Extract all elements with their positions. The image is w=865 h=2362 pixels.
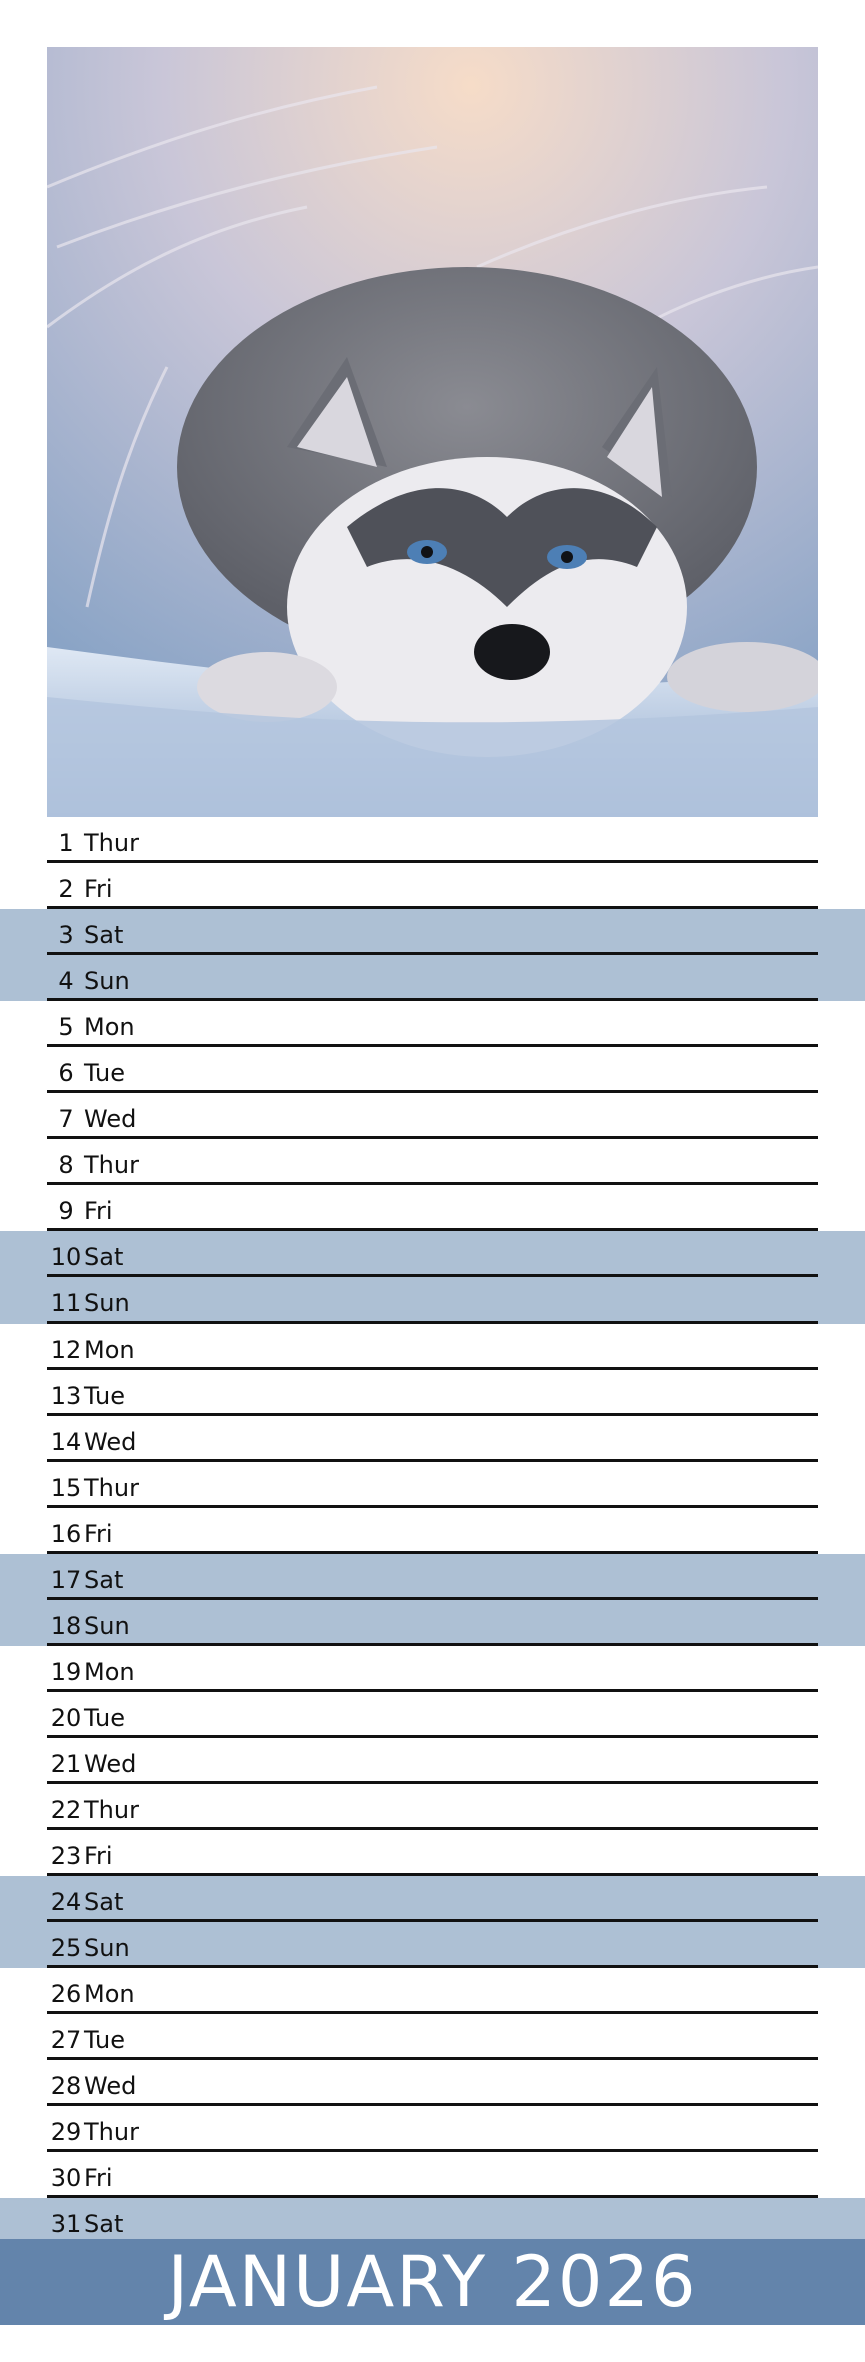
day-number: 26 xyxy=(50,1980,82,2009)
day-row xyxy=(0,2014,818,2060)
day-row xyxy=(0,1185,818,1231)
day-name: Mon xyxy=(84,1980,135,2009)
day-name: Sun xyxy=(84,1289,130,1318)
day-row xyxy=(0,1047,818,1093)
day-name: Wed xyxy=(84,1749,137,1778)
husky-photo xyxy=(47,47,818,817)
day-row xyxy=(0,1508,818,1554)
day-name: Tue xyxy=(84,1381,125,1410)
day-name: Mon xyxy=(84,1013,135,1042)
day-row xyxy=(0,1646,818,1692)
husky-in-snow-image xyxy=(47,47,818,817)
day-number: 2 xyxy=(58,875,74,904)
day-row xyxy=(0,1692,818,1738)
day-name: Tue xyxy=(84,1703,125,1732)
day-number: 30 xyxy=(50,2164,82,2193)
day-name: Thur xyxy=(84,1151,139,1180)
day-number: 17 xyxy=(50,1565,82,1594)
day-name: Thur xyxy=(84,2118,139,2147)
day-number: 23 xyxy=(50,1842,82,1871)
day-row xyxy=(0,1277,865,1323)
day-number: 7 xyxy=(58,1105,74,1134)
day-row xyxy=(0,909,865,955)
day-row xyxy=(0,817,818,863)
day-number: 29 xyxy=(50,2118,82,2147)
day-name: Wed xyxy=(84,2072,137,2101)
day-number: 3 xyxy=(58,921,74,950)
day-name: Fri xyxy=(84,1197,113,1226)
day-row xyxy=(0,1370,818,1416)
day-number: 12 xyxy=(50,1335,82,1364)
day-number: 25 xyxy=(50,1934,82,1963)
day-row xyxy=(0,2060,818,2106)
day-name: Tue xyxy=(84,1059,125,1088)
day-number: 22 xyxy=(50,1795,82,1824)
day-number: 9 xyxy=(58,1197,74,1226)
day-row xyxy=(0,1600,865,1646)
day-name: Sat xyxy=(84,1565,124,1594)
day-list xyxy=(0,817,865,2244)
day-name: Tue xyxy=(84,2026,125,2055)
day-name: Thur xyxy=(84,1795,139,1824)
day-number: 10 xyxy=(50,1243,82,1272)
day-row xyxy=(0,1922,865,1968)
day-name: Sun xyxy=(84,967,130,996)
day-number: 5 xyxy=(58,1013,74,1042)
day-name: Sat xyxy=(84,1243,124,1272)
day-row xyxy=(0,1001,818,1047)
day-number: 18 xyxy=(50,1611,82,1640)
day-row xyxy=(0,1139,818,1185)
day-number: 16 xyxy=(50,1519,82,1548)
day-name: Wed xyxy=(84,1105,137,1134)
day-row xyxy=(0,1231,865,1277)
day-row xyxy=(0,955,865,1001)
day-row xyxy=(0,1416,818,1462)
day-name: Sun xyxy=(84,1934,130,1963)
day-name: Fri xyxy=(84,1519,113,1548)
day-row xyxy=(0,1324,818,1370)
day-name: Sat xyxy=(84,1888,124,1917)
month-title: JANUARY 2026 xyxy=(167,2241,698,2323)
day-number: 14 xyxy=(50,1427,82,1456)
day-number: 8 xyxy=(58,1151,74,1180)
day-number: 31 xyxy=(50,2210,82,2239)
day-name: Thur xyxy=(84,1473,139,1502)
day-number: 11 xyxy=(50,1289,82,1318)
day-row xyxy=(0,1784,818,1830)
day-name: Sun xyxy=(84,1611,130,1640)
day-number: 19 xyxy=(50,1657,82,1686)
day-name: Fri xyxy=(84,2164,113,2193)
day-number: 13 xyxy=(50,1381,82,1410)
day-name: Mon xyxy=(84,1335,135,1364)
day-row xyxy=(0,1876,865,1922)
day-row xyxy=(0,1554,865,1600)
day-number: 24 xyxy=(50,1888,82,1917)
day-row xyxy=(0,2106,818,2152)
day-number: 6 xyxy=(58,1059,74,1088)
day-number: 27 xyxy=(50,2026,82,2055)
day-name: Wed xyxy=(84,1427,137,1456)
day-name: Fri xyxy=(84,1842,113,1871)
day-row xyxy=(0,1093,818,1139)
day-name: Fri xyxy=(84,875,113,904)
day-row xyxy=(0,863,818,909)
day-number: 28 xyxy=(50,2072,82,2101)
day-number: 1 xyxy=(58,829,74,857)
day-row xyxy=(0,2198,865,2244)
day-name: Sat xyxy=(84,2210,124,2239)
day-number: 4 xyxy=(58,967,74,996)
day-name: Mon xyxy=(84,1657,135,1686)
day-name: Thur xyxy=(84,829,139,857)
day-row xyxy=(0,1738,818,1784)
day-row xyxy=(0,2152,818,2198)
day-row xyxy=(0,1462,818,1508)
month-banner xyxy=(0,2239,865,2325)
day-row xyxy=(0,1830,818,1876)
day-number: 15 xyxy=(50,1473,82,1502)
day-number: 20 xyxy=(50,1703,82,1732)
day-name: Sat xyxy=(84,921,124,950)
day-number: 21 xyxy=(50,1749,82,1778)
day-row xyxy=(0,1968,818,2014)
